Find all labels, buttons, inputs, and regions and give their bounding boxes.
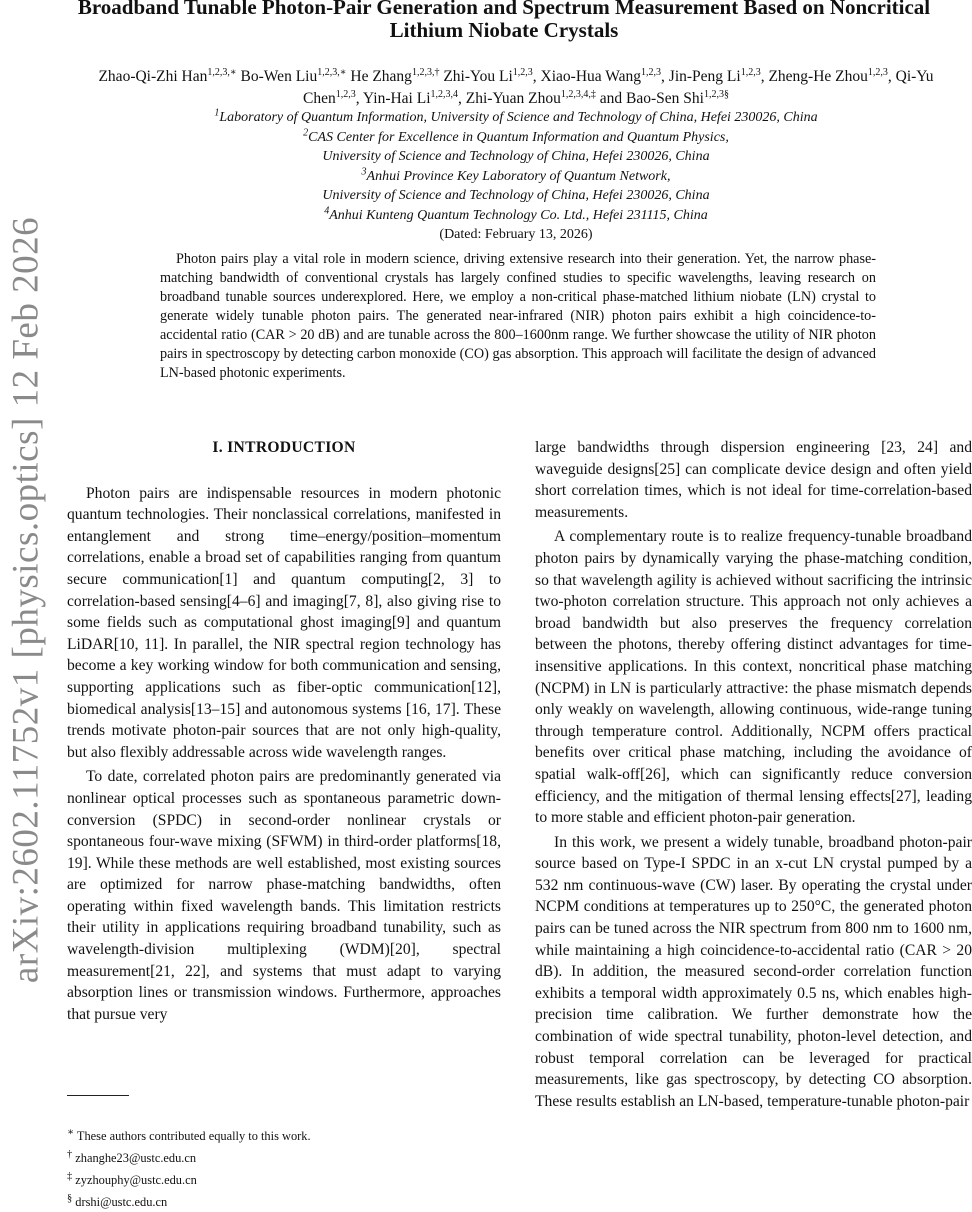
author: Zheng-He Zhou$^{1,2,3}$,: [768, 66, 892, 85]
author: Yin-Hai Li$^{1,2,3,4}$,: [362, 88, 462, 107]
author: Qi-Yu Chen$^{1,2,3}$,: [303, 68, 934, 107]
author: Xiao-Hua Wang$^{1,2,3}$,: [540, 66, 665, 85]
left-column: [67, 437, 501, 1028]
affiliation-1: $^1$Laboratory of Quantum Information, University of Science and Technology of China, Hefei 230026, China: [214, 107, 818, 125]
arxiv-stamp-text: arXiv:2602.11752v1 [physics.optics] 12 Feb 2026: [5, 216, 47, 984]
author: Zhi-You Li$^{1,2,3}$,: [443, 66, 537, 85]
affiliations: [96, 108, 936, 245]
paragraph: To date, correlated photon pairs are predominantly generated via nonlinear optical processes such as spontaneous parametric down-conversion (SPDC) in second-order nonlinear crystals or spontaneous four-wave mixing (SFWM) in third-order platforms[18, 19]. While these methods are well established, most existing sources are optimized for narrow phase-matching bandwidths, often operating within fixed wavelength bands. This limitation restricts their utility in applications requiring broadband tunability, such as wavelength-division multiplexing (WDM)[20], spectral measurement[21, 22], and systems that must adapt to varying absorption lines or transmission windows. Furthermore, approaches that pursue very: [67, 768, 501, 1023]
arxiv-stamp: [0, 216, 52, 984]
footnote-rule: [67, 1095, 129, 1096]
author: Zhi-Yuan Zhou$^{1,2,3,4,\ddagger}$ and: [465, 88, 623, 107]
author: He Zhang$^{1,2,3,\dagger}$: [350, 66, 440, 85]
author: Jin-Peng Li$^{1,2,3}$,: [668, 66, 765, 85]
affiliation-2-cont: University of Science and Technology of China, Hefei 230026, China: [322, 149, 710, 164]
author: Bao-Sen Shi$^{1,2,3\S}$: [626, 88, 729, 107]
footnote: ‡ zyzhouphy@ustc.edu.cn: [67, 1170, 197, 1187]
affiliation-3: $^3$Anhui Province Key Laboratory of Quantum Network,: [361, 165, 671, 184]
paragraph: In this work, we present a widely tunable, broadband photon-pair source based on Type-I SPDC in an x-cut LN crystal pumped by a 532 nm continuous-wave (CW) laser. By operating the crystal under NCPM conditions at temperatures up to 250°C, the generated photon pairs can be tuned across the NIR spectrum from 800 nm to 1600 nm, while maintaining a high coincidence-to-accidental ratio (CAR > 20 dB). In addition, the measured second-order correlation function exhibits a temporal width approximately 0.5 ns, which enables high-precision time calibration. We further demonstrate how the combination of wide spectral tunability, photon-level detection, and robust temporal correlation can be leveraged for practical measurements, like gas spectroscopy, by detecting CO absorption. These results establish an LN-based, temperature-tunable photon-pair: [535, 833, 972, 1110]
author: Zhao-Qi-Zhi Han$^{1,2,3,∗}$: [98, 66, 237, 85]
affiliation-4: $^4$Anhui Kunteng Quantum Technology Co. Ltd., Hefei 231115, China: [324, 204, 708, 223]
affiliation-3-cont: University of Science and Technology of China, Hefei 230026, China: [322, 188, 710, 203]
footnote: † zhanghe23@ustc.edu.cn: [67, 1148, 197, 1166]
author: Bo-Wen Liu$^{1,2,3,∗}$: [240, 66, 347, 85]
abstract: [160, 250, 876, 383]
paragraph: A complementary route is to realize frequency-tunable broadband photon pairs by dynamically varying the phase-matching condition, so that wavelength agility is achieved without sacrificing the intrinsic two-photon correlation structure. This approach not only achieves a broad bandwidth but also preserves the frequency correlation between the photons, thereby offering distinct advantages for time-insensitive applications. In this context, noncritical phase matching (NCPM) in LN is particularly attractive: the phase mismatch depends only weakly on wavelength, allowing continuous, wide-range tuning through temperature control. Additionally, NCPM offers practical benefits over critical phase matching, including the avoidance of spatial walk-off[26], which can significantly reduce conversion efficiency, and the mitigation of thermal lensing effects[27], leading to more stable and efficient photon-pair generation.: [535, 528, 972, 827]
abstract-text: Photon pairs play a vital role in modern science, driving extensive research into their generation. Yet, the narrow phase-matching bandwidth of conventional crystals has largely confined studies to specific wavelengths, leaving research on broadband tunable sources underexplored. Here, we employ a non-critical phase-matched lithium niobate (LN) crystal to generate widely tunable photon pairs. The generated near-infrared (NIR) photon pairs exhibit a high coincidence-to-accidental ratio (CAR > 20 dB) and are tunable across the 800–1600nm range. We further showcase the utility of NIR photon pairs in spectroscopy by detecting carbon monoxide (CO) gas absorption. This approach will facilitate the design of advanced LN-based photonic experiments.: [160, 251, 876, 381]
author-list: [96, 66, 936, 110]
paragraph: large bandwidths through dispersion engineering [23, 24] and waveguide designs[25] can complicate device design and often yield short correlation times, which is not ideal for time-correlation-based measurements.: [535, 439, 972, 521]
section-heading: I. INTRODUCTION: [212, 439, 356, 456]
right-column: [535, 437, 972, 1115]
affiliation-2: $^2$CAS Center for Excellence in Quantum Information and Quantum Physics,: [303, 126, 729, 145]
footnotes: [67, 1124, 497, 1212]
dated-line: (Dated: February 13, 2026): [439, 227, 593, 242]
footnote: § drshi@ustc.edu.cn: [67, 1192, 168, 1209]
footnote: ∗ These authors contributed equally to this work.: [67, 1127, 311, 1144]
paper-title: Broadband Tunable Photon-Pair Generation and Spectrum Measurement Based on Noncritical Lithium Niobate Crystals: [77, 0, 931, 42]
paragraph: Photon pairs are indispensable resources in modern photonic quantum technologies. Their nonclassical correlations, manifested in entanglement and strong time–energy/position–momentum correlations, enable a broad set of capabilities ranging from quantum secure communication[1] and quantum computing[2, 3] to correlation-based sensing[4–6] and imaging[7, 8], also giving rise to some fields such as computational ghost imaging[9] and quantum LiDAR[10, 11]. In parallel, the NIR spectral region technology has become a key working window for both communication and sensing, supporting applications such as fiber-optic communication[12], biomedical analysis[13–15] and autonomous systems [16, 17]. These trends motivate photon-pair sources that are not only high-quality, but also flexibly addressable across wide wavelength ranges.: [67, 484, 501, 761]
